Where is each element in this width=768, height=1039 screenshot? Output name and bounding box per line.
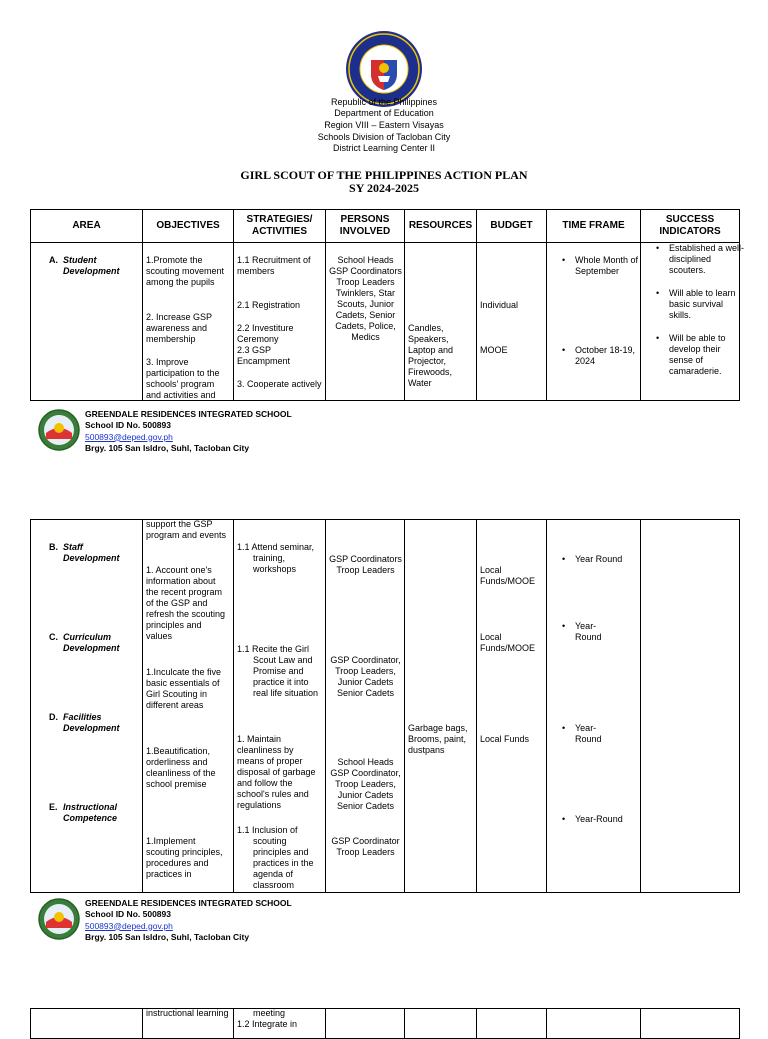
strategy-5: 3. Cooperate actively [237,379,322,389]
footer-email-link[interactable]: 500893@deped.gov.ph [85,920,173,931]
objective-e: 1.Implement scouting principles, procedures and practices in [146,836,223,879]
budget-1: Individual [480,300,519,310]
objective-3: 3. Improve participation to the schools' program and activities and [146,357,220,400]
objective-p3: instructional learning [146,1008,229,1018]
budget-c: Local Funds/MOOE [480,632,536,653]
area-c [49,632,139,654]
cell-objectives [143,243,234,401]
time-frame-2: • October 18-19, 2024 [559,345,639,367]
strategy-3: 2.2 Investiture Ceremony [237,323,294,344]
col-objectives: OBJECTIVES [143,210,234,243]
area-name: Student Development [63,255,120,276]
area-c-letter: C. [49,632,58,642]
col-resources: RESOURCES [405,210,477,243]
area-b-letter: B. [49,542,58,552]
strategy-d: 1. Maintain cleanliness by means of proper disposal of garbage and follow the school's rules and regulations [237,734,316,810]
budget-b: Local Funds/MOOE [480,565,536,586]
school-footer-2 [38,898,438,944]
cell-budget [477,243,547,401]
col-time-frame: TIME FRAME [547,210,641,243]
area-e-letter: E. [49,802,58,812]
col-strategies: STRATEGIES/ ACTIVITIES [234,210,326,243]
header-region: Region VIII – Eastern Visayas [324,120,444,130]
persons-e: GSP Coordinator Troop Leaders [331,836,400,857]
footer-email-link[interactable]: 500893@deped.gov.ph [85,431,173,442]
school-logo-icon [38,898,80,940]
cell-strategies [234,243,326,401]
area-letter: A. [49,255,58,265]
header-district: District Learning Center II [332,143,436,153]
footer-school-name: GREENDALE RESIDENCES INTEGRATED SCHOOL [85,409,292,419]
cell-budget-p2 [477,520,547,893]
resources: Candles, Speakers, Laptop and Projector, Firewoods, Water [408,323,454,388]
area-c-name: Curriculum Development [63,632,120,653]
action-plan-table-page2 [30,519,740,893]
objective-c: 1.Inculcate the five basic essentials of Girl Scouting in different areas [146,667,222,710]
cell-resources [405,243,477,401]
persons-c: GSP Coordinator, Troop Leaders, Junior Cadets Senior Cadets [330,655,401,698]
indicator-2: • Will able to learn basic survival skills. [653,288,747,321]
strategy-c: 1.1 Recite the Girl Scout Law and Promise and practice it into real life situation [237,644,319,698]
header-republic: Republic of the Philippines [330,97,438,107]
col-persons: PERSONS INVOLVED [326,210,405,243]
strategy-p3-1: meeting [253,1008,286,1018]
footer-school-id: School ID No. 500893 [85,909,171,920]
col-budget: BUDGET [477,210,547,243]
area-b [49,542,139,564]
cell-success-indicators [641,243,745,401]
time-frame-d: • Year-Round [559,723,615,745]
cell-time-frame [547,243,641,401]
cell-success-indicators-p2 [641,520,740,893]
area-b-name: Staff Development [63,542,120,563]
persons-involved: School Heads GSP Coordinators Troop Leaders Twinklers, Star Scouts, Junior Cadets, Senior Cadets, Police, Medics [329,255,402,342]
strategy-b: 1.1 Attend seminar, training, workshops [237,542,315,574]
col-success-indicators: SUCCESS INDICATORS [641,210,740,243]
plan-year: SY 2024-2025 [349,181,419,195]
strategy-e: 1.1 Inclusion of scouting principles and practices in the agenda of classroom [237,825,314,890]
strategy-1: 1.1 Recruitment of members [237,255,311,276]
indicator-1: • Established a well-disciplined scouters. [653,243,747,276]
footer-address: Brgy. 105 San Isldro, Suhl, Tacloban City [85,442,250,453]
resources-d: Garbage bags, Brooms, paint, dustpans [408,723,468,755]
objective-1: 1.Promote the scouting movement among the pupils [146,255,225,287]
objective-d: 1.Beautification, orderliness and cleanliness of the school premise [146,746,216,789]
school-logo-icon [38,409,80,451]
budget-d: Local Funds [480,734,530,744]
objective-b: 1. Account one's information about the recent program of the GSP and refresh the scouting principles and values [146,565,226,641]
strategy-p3-2: 1.2 Integrate in [237,1019,298,1029]
cell-strategies-p2 [234,520,326,893]
cell-time-frame-p2 [547,520,641,893]
action-plan-table-page1 [30,209,745,401]
col-area: AREA [31,210,143,243]
time-frame-c: • Year-Round [559,621,615,643]
indicator-3: • Will be able to develop their sense of camaraderie. [653,333,747,377]
cell-persons-p2 [326,520,405,893]
budget-2: MOOE [480,345,508,355]
time-frame-b: • Year Round [559,554,645,565]
area-d-letter: D. [49,712,58,722]
area-e-name: Instructional Competence [63,802,118,823]
time-frame-1: • Whole Month of September [559,255,639,277]
strategy-2: 2.1 Registration [237,300,301,310]
area-d [49,712,139,734]
header-department: Department of Education [334,108,434,118]
cell-area [31,243,143,401]
cell-areas-p2 [31,520,143,893]
objective-2: 2. Increase GSP awareness and membership [146,312,212,344]
cell-objectives-p2 [143,520,234,893]
cell-persons [326,243,405,401]
school-footer-1 [38,409,438,455]
plan-title: GIRL SCOUT OF THE PHILIPPINES ACTION PLAN [240,168,528,182]
strategy-4: 2.3 GSP Encampment [237,345,291,366]
cell-resources-p2 [405,520,477,893]
objective-continued: support the GSP program and events [146,519,227,540]
area-d-name: Facilities Development [63,712,120,733]
area-e [49,802,139,824]
persons-d: School Heads GSP Coordinator, Troop Leaders, Junior Cadets Senior Cadets [330,757,401,811]
footer-address: Brgy. 105 San Isldro, Suhl, Tacloban City [85,931,250,942]
persons-b: GSP Coordinators Troop Leaders [329,554,402,575]
time-frame-e: • Year-Round [559,814,645,825]
footer-school-id: School ID No. 500893 [85,420,171,431]
header-division: Schools Division of Tacloban City [317,132,451,142]
footer-school-name: GREENDALE RESIDENCES INTEGRATED SCHOOL [85,898,292,908]
